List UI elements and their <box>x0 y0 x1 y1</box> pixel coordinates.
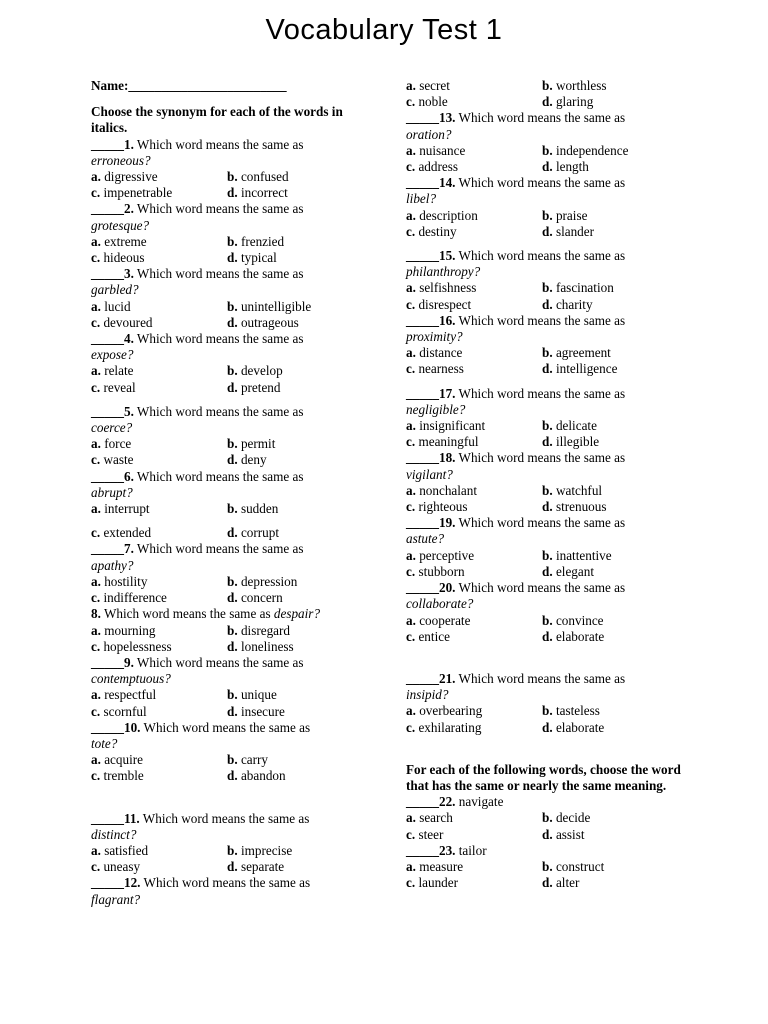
question-stem: Which word means the same as <box>458 515 626 531</box>
question-stem: Which word means the same as <box>142 810 310 826</box>
question-number: 22. <box>438 794 456 810</box>
question-word: astute? <box>406 531 445 547</box>
option-d: d. deny <box>227 452 267 468</box>
question-number: 8. <box>91 606 101 622</box>
option-d: d. corrupt <box>227 525 280 541</box>
option-b: b. fascination <box>542 280 614 296</box>
option-d: d. outrageous <box>227 314 299 330</box>
option-d: d. assist <box>542 826 585 842</box>
option-a: a. respectful <box>91 687 157 703</box>
answer-blank: _____ <box>406 842 439 858</box>
answer-blank: _____ <box>91 468 124 484</box>
question-word: despair? <box>273 606 321 622</box>
question-word: collaborate? <box>406 596 474 612</box>
question-number: 15. <box>438 248 456 264</box>
question-number: 18. <box>438 450 456 466</box>
question-stem: Which word means the same as <box>458 450 626 466</box>
question-stem: Which word means the same as <box>136 136 304 152</box>
question-7 <box>91 541 371 606</box>
answer-blank: _____ <box>406 515 439 531</box>
question-1 <box>91 137 371 202</box>
option-d: d. elaborate <box>542 628 605 644</box>
question-16 <box>406 313 696 378</box>
question-stem: Which word means the same as <box>136 201 304 217</box>
answer-blank: _____ <box>91 266 124 282</box>
page-title: Vocabulary Test 1 <box>265 14 503 46</box>
option-c: c. impenetrable <box>91 185 173 201</box>
option-c: c. tremble <box>91 768 144 784</box>
option-c: c. meaningful <box>406 434 479 450</box>
option-d: d. insecure <box>227 703 285 719</box>
question-number: 3. <box>123 266 134 282</box>
answer-blank: _____ <box>91 875 124 891</box>
option-c: c. stubborn <box>406 563 465 579</box>
question-word: apathy? <box>91 557 134 573</box>
question-4 <box>91 331 371 396</box>
right-column <box>406 78 696 891</box>
question-6 <box>91 469 371 542</box>
option-a: a. relate <box>91 363 134 379</box>
question-word: erroneous? <box>91 152 151 168</box>
option-d: d. incorrect <box>227 185 288 201</box>
instructions: Choose the synonym for each of the words in italics. <box>91 104 343 136</box>
option-a: a. search <box>406 810 453 826</box>
option-c: c. noble <box>406 94 448 110</box>
option-a: a. mourning <box>91 622 156 638</box>
question-10 <box>91 720 371 785</box>
option-b: b. frenzied <box>227 233 285 249</box>
question-stem: Which word means the same as <box>136 541 304 557</box>
option-c: c. steer <box>406 826 444 842</box>
question-word: libel? <box>406 191 437 207</box>
option-d: d. abandon <box>227 768 286 784</box>
option-b: b. depression <box>227 573 298 589</box>
question-stem: Which word means the same as <box>136 266 304 282</box>
option-c: c. righteous <box>406 499 468 515</box>
question-5 <box>91 404 371 469</box>
name-field <box>91 78 371 94</box>
option-d: d. illegible <box>542 434 600 450</box>
question-stem: Which word means the same as <box>136 654 304 670</box>
option-c: c. reveal <box>91 379 136 395</box>
question-22 <box>406 794 696 843</box>
option-c: c. destiny <box>406 223 457 239</box>
question-stem: Which word means the same as <box>458 248 626 264</box>
option-b: b. permit <box>227 436 276 452</box>
answer-blank: _____ <box>91 810 124 826</box>
option-c: c. entice <box>406 628 450 644</box>
question-word: insipid? <box>406 687 449 703</box>
question-number: 19. <box>438 515 456 531</box>
question-number: 9. <box>123 654 134 670</box>
question-word: tailor <box>458 842 487 858</box>
option-d: d. strenuous <box>542 499 607 515</box>
question-8 <box>91 606 371 655</box>
option-d: d. intelligence <box>542 361 618 377</box>
question-word: contemptuous? <box>91 671 171 687</box>
question-stem: Which word means the same as <box>143 875 311 891</box>
question-number: 11. <box>123 810 140 826</box>
question-word: proximity? <box>406 329 463 345</box>
option-c: c. nearness <box>406 361 464 377</box>
option-b: b. confused <box>227 169 289 185</box>
option-a: a. digressive <box>91 169 158 185</box>
option-a: a. force <box>91 436 132 452</box>
option-a: a. extreme <box>91 233 147 249</box>
option-b: b. praise <box>542 207 588 223</box>
question-word: expose? <box>91 347 134 363</box>
option-b: b. convince <box>542 612 604 628</box>
answer-blank: _____ <box>406 385 439 401</box>
option-c: c. waste <box>91 452 134 468</box>
option-b: b. inattentive <box>542 547 612 563</box>
question-word: negligible? <box>406 401 466 417</box>
name-label: Name: <box>91 78 129 93</box>
question-stem: Which word means the same as <box>458 580 626 596</box>
question-14 <box>406 175 696 240</box>
option-b: b. watchful <box>542 482 603 498</box>
answer-blank: _____ <box>91 719 124 735</box>
option-a: a. secret <box>406 78 450 93</box>
answer-blank: _____ <box>406 794 439 810</box>
question-12 <box>91 875 371 907</box>
option-a: a. nuisance <box>406 142 466 158</box>
question-stem: Which word means the same as <box>143 719 311 735</box>
answer-blank: _____ <box>406 110 439 126</box>
option-a: a. acquire <box>91 752 143 768</box>
name-blank: ________________________ <box>128 78 287 93</box>
option-a: a. insignificant <box>406 418 486 434</box>
option-a: a. satisfied <box>91 842 149 858</box>
option-c: c. hideous <box>91 250 145 266</box>
question-stem: Which word means the same as <box>136 468 304 484</box>
answer-blank: _____ <box>91 331 124 347</box>
option-b: b. unique <box>227 687 277 703</box>
question-number: 2. <box>123 201 134 217</box>
question-stem: Which word means the same as <box>458 670 626 686</box>
option-a: a. hostility <box>91 573 148 589</box>
question-19 <box>406 515 696 580</box>
option-b: b. delicate <box>542 418 597 434</box>
question-word: philanthropy? <box>406 264 481 280</box>
question-21 <box>406 671 696 736</box>
answer-blank: _____ <box>91 201 124 217</box>
option-a: a. selfishness <box>406 280 477 296</box>
answer-blank: _____ <box>91 403 124 419</box>
question-stem: Which word means the same as <box>458 385 626 401</box>
question-number: 21. <box>438 670 456 686</box>
answer-blank: _____ <box>91 654 124 670</box>
option-b: b. carry <box>227 752 269 768</box>
option-c: c. extended <box>91 525 152 541</box>
question-number: 12. <box>123 875 141 891</box>
question-9 <box>91 655 371 720</box>
question-13 <box>406 110 696 175</box>
question-number: 5. <box>123 403 134 419</box>
option-d: d. separate <box>227 859 285 875</box>
question-word: abrupt? <box>91 484 133 500</box>
option-b: b. sudden <box>227 501 279 517</box>
question-number: 4. <box>123 331 134 347</box>
question-word: vigilant? <box>406 466 453 482</box>
question-stem: Which word means the same as <box>458 175 626 191</box>
answer-blank: _____ <box>91 136 124 152</box>
question-word: flagrant? <box>91 891 141 907</box>
question-11 <box>91 811 371 876</box>
option-d: d. loneliness <box>227 638 294 654</box>
question-stem: Which word means the same as <box>103 606 271 622</box>
option-a: a. distance <box>406 345 463 361</box>
option-d: d. alter <box>542 875 580 891</box>
option-b: b. disregard <box>227 622 291 638</box>
option-b: b. independence <box>542 142 629 158</box>
question-stem: Which word means the same as <box>136 403 304 419</box>
option-c: c. uneasy <box>91 859 141 875</box>
option-d: d. length <box>542 159 589 175</box>
question-stem: Which word means the same as <box>458 110 626 126</box>
question-17 <box>406 386 696 451</box>
option-b: b. decide <box>542 810 591 826</box>
answer-blank: _____ <box>406 580 439 596</box>
option-c: c. indifference <box>91 590 167 606</box>
option-c: c. launder <box>406 875 458 891</box>
question-number: 16. <box>438 312 456 328</box>
question-word: grotesque? <box>91 217 150 233</box>
option-c: c. scornful <box>91 703 147 719</box>
option-a: a. nonchalant <box>406 482 478 498</box>
question-20 <box>406 580 696 645</box>
option-c: c. disrespect <box>406 296 472 312</box>
option-c: c. hopelessness <box>91 638 172 654</box>
question-number: 14. <box>438 175 456 191</box>
question-word: distinct? <box>91 826 137 842</box>
option-d: d. elaborate <box>542 719 605 735</box>
question-stem: Which word means the same as <box>458 312 626 328</box>
option-d: d. pretend <box>227 379 281 395</box>
question-15 <box>406 248 696 313</box>
option-d: d. elegant <box>542 563 595 579</box>
option-b: b. worthless <box>542 78 607 93</box>
question-number: 20. <box>438 580 456 596</box>
option-b: b. tasteless <box>542 703 600 719</box>
question-2 <box>91 201 371 266</box>
instructions-2: For each of the following words, choose the word that has the same or nearly the same meaning. <box>406 761 681 793</box>
answer-blank: _____ <box>406 248 439 264</box>
question-18 <box>406 450 696 515</box>
question-number: 17. <box>438 385 456 401</box>
answer-blank: _____ <box>406 312 439 328</box>
option-c: c. devoured <box>91 314 153 330</box>
question-stem: Which word means the same as <box>136 331 304 347</box>
option-d: d. slander <box>542 223 595 239</box>
left-column <box>91 78 371 908</box>
option-d: d. charity <box>542 296 593 312</box>
question-word: oration? <box>406 126 452 142</box>
question-12-options <box>406 78 696 110</box>
option-a: a. interrupt <box>91 501 150 517</box>
option-c: c. address <box>406 159 459 175</box>
answer-blank: _____ <box>91 541 124 557</box>
question-23 <box>406 843 696 892</box>
question-3 <box>91 266 371 331</box>
option-b: b. unintelligible <box>227 298 312 314</box>
question-number: 10. <box>123 719 141 735</box>
option-b: b. agreement <box>542 345 611 361</box>
option-d: d. typical <box>227 250 277 266</box>
option-a: a. overbearing <box>406 703 483 719</box>
option-b: b. develop <box>227 363 283 379</box>
answer-blank: _____ <box>406 450 439 466</box>
answer-blank: _____ <box>406 670 439 686</box>
question-number: 13. <box>438 110 456 126</box>
answer-blank: _____ <box>406 175 439 191</box>
question-number: 7. <box>123 541 134 557</box>
option-c: c. exhilarating <box>406 719 482 735</box>
question-number: 6. <box>123 468 134 484</box>
question-word: tote? <box>91 735 118 751</box>
option-d: d. concern <box>227 590 283 606</box>
question-word: garbled? <box>91 282 139 298</box>
option-b: b. imprecise <box>227 842 293 858</box>
question-word: coerce? <box>91 420 133 436</box>
option-a: a. description <box>406 207 478 223</box>
question-number: 1. <box>123 136 134 152</box>
question-word: navigate <box>458 794 504 810</box>
option-d: d. glaring <box>542 94 594 110</box>
option-a: a. cooperate <box>406 612 471 628</box>
option-a: a. lucid <box>91 298 131 314</box>
option-a: a. measure <box>406 858 464 874</box>
option-a: a. perceptive <box>406 547 475 563</box>
question-number: 23. <box>438 842 456 858</box>
option-b: b. construct <box>542 858 605 874</box>
